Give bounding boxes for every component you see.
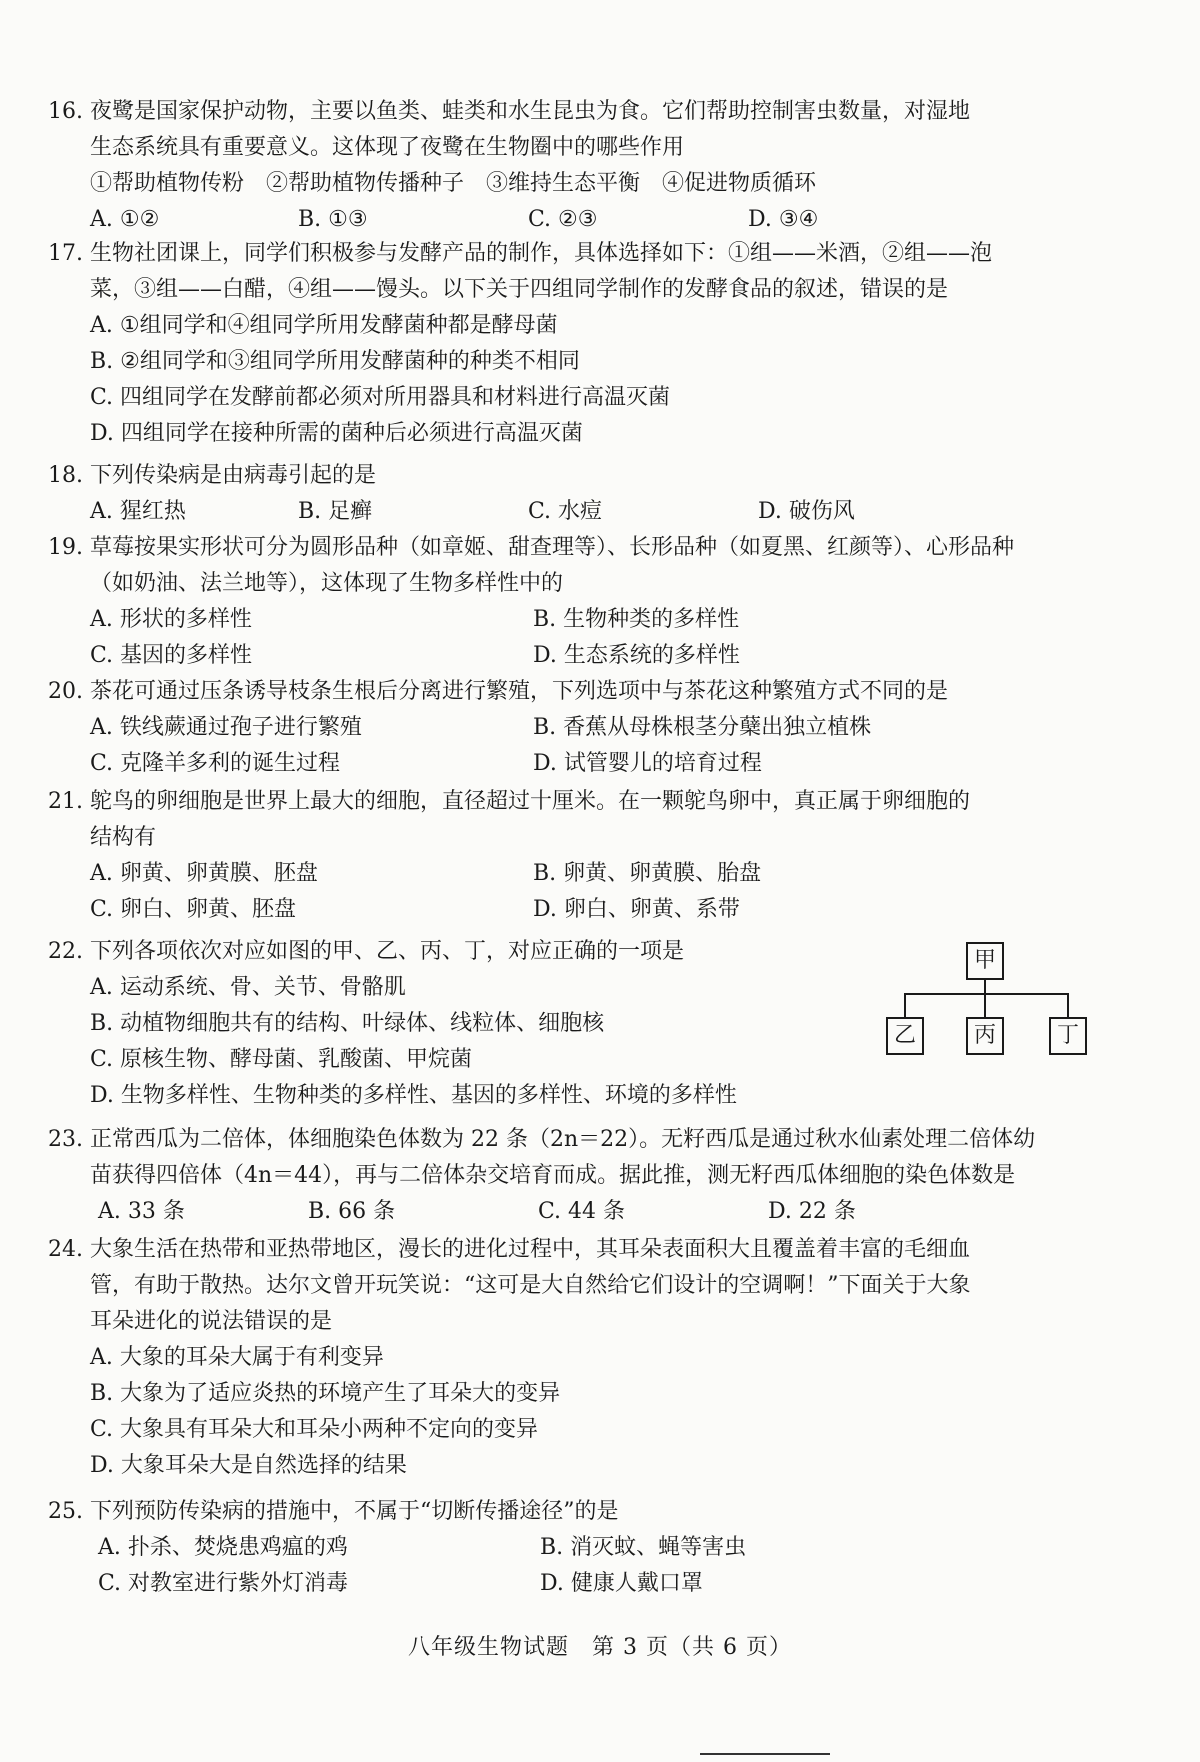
question-21	[48, 784, 1108, 928]
option-b[interactable]: B. ①③	[298, 207, 368, 232]
question-stem-line: ①帮助植物传粉 ②帮助植物传播种子 ③维持生态平衡 ④促进物质循环	[90, 171, 817, 196]
option-c[interactable]: C. ②③	[528, 207, 598, 232]
question-number: 19.	[48, 535, 83, 560]
diagram-box-child: 乙	[886, 1017, 924, 1055]
option-d[interactable]: D. ③④	[748, 207, 819, 232]
diagram-connector	[984, 980, 986, 994]
question-number: 20.	[48, 679, 83, 704]
option-c[interactable]: C. 基因的多样性	[90, 643, 253, 668]
option-b[interactable]: B. 生物种类的多样性	[533, 607, 740, 632]
options-row	[48, 1194, 1108, 1230]
question-stem: 19. 草莓按果实形状可分为圆形品种（如章姬、甜查理等）、长形品种（如夏黑、红颜等）、心形品种	[48, 530, 1108, 566]
options-row	[48, 1566, 1108, 1602]
question-22	[48, 934, 1108, 1114]
option-b[interactable]: B. 卵黄、卵黄膜、胎盘	[533, 861, 762, 886]
option-a[interactable]: A. 卵黄、卵黄膜、胚盘	[90, 861, 318, 886]
question-stem: 23. 正常西瓜为二倍体，体细胞染色体数为 22 条（2n＝22）。无籽西瓜是通过秋水仙素处理二倍体幼	[48, 1122, 1108, 1158]
options-row	[48, 638, 1108, 674]
question-stem: 22. 下列各项依次对应如图的甲、乙、丙、丁，对应正确的一项是	[48, 934, 1108, 970]
question-number: 22.	[48, 939, 83, 964]
question-stem: 24. 大象生活在热带和亚热带地区，漫长的进化过程中，其耳朵表面积大且覆盖着丰富的毛细血	[48, 1232, 1108, 1268]
option-a[interactable]: A. 大象的耳朵大属于有利变异	[90, 1345, 384, 1370]
diagram-box-top: 甲	[966, 942, 1004, 980]
question-stem-line: 管，有助于散热。达尔文曾开玩笑说：“这可是大自然给它们设计的空调啊！”下面关于大象	[90, 1273, 971, 1298]
option-a[interactable]: A. ①组同学和④组同学所用发酵菌种都是酵母菌	[90, 313, 558, 338]
options-row	[48, 1530, 1108, 1566]
options-row	[48, 710, 1108, 746]
option-c[interactable]: C. 卵白、卵黄、胚盘	[90, 897, 297, 922]
question-stem: 21. 鸵鸟的卵细胞是世界上最大的细胞，直径超过十厘米。在一颗鸵鸟卵中，真正属于卵细胞的	[48, 784, 1108, 820]
options-row	[48, 602, 1108, 638]
question-number: 25.	[48, 1499, 83, 1524]
option-c[interactable]: C. 原核生物、酵母菌、乳酸菌、甲烷菌	[90, 1047, 473, 1072]
question-stem-line: 菜，③组——白醋，④组——馒头。以下关于四组同学制作的发酵食品的叙述，错误的是	[90, 277, 949, 302]
option-d[interactable]: D. 破伤风	[758, 499, 855, 524]
options-row	[48, 494, 1108, 530]
option-a[interactable]: A. 扑杀、焚烧患鸡瘟的鸡	[98, 1535, 348, 1560]
diagram-box-child: 丙	[966, 1017, 1004, 1055]
question-number: 21.	[48, 789, 83, 814]
option-d[interactable]: D. 健康人戴口罩	[540, 1571, 703, 1596]
question-23	[48, 1122, 1108, 1230]
options-row	[48, 892, 1108, 928]
option-b[interactable]: B. 香蕉从母株根茎分蘖出独立植株	[533, 715, 872, 740]
page-footer: 八年级生物试题 第 3 页（共 6 页）	[408, 1635, 792, 1660]
option-b[interactable]: B. 动植物细胞共有的结构、叶绿体、线粒体、细胞核	[90, 1011, 605, 1036]
option-c[interactable]: C. 克隆羊多利的诞生过程	[90, 751, 341, 776]
question-stem: 18. 下列传染病是由病毒引起的是	[48, 458, 1108, 494]
option-c[interactable]: C. 44 条	[538, 1199, 626, 1224]
option-a[interactable]: A. 运动系统、骨、关节、骨骼肌	[90, 975, 406, 1000]
option-b[interactable]: B. ②组同学和③组同学所用发酵菌种的种类不相同	[90, 349, 580, 374]
diagram-connector	[904, 993, 1069, 995]
question-25	[48, 1494, 1108, 1602]
options-row	[48, 746, 1108, 782]
option-c[interactable]: C. 四组同学在发酵前都必须对所用器具和材料进行高温灭菌	[90, 385, 671, 410]
question-16	[48, 94, 1108, 238]
question-17	[48, 236, 1108, 452]
question-stem-line: 结构有	[90, 825, 157, 850]
option-c[interactable]: C. 对教室进行紫外灯消毒	[98, 1571, 349, 1596]
option-a[interactable]: A. 形状的多样性	[90, 607, 252, 632]
option-b[interactable]: B. 足癣	[298, 499, 373, 524]
question-number: 17.	[48, 241, 83, 266]
option-d[interactable]: D. 四组同学在接种所需的菌种后必须进行高温灭菌	[90, 421, 583, 446]
question-stem-line: （如奶油、法兰地等），这体现了生物多样性中的	[90, 571, 564, 596]
diagram-connector	[1067, 993, 1069, 1017]
option-a[interactable]: A. ①②	[90, 207, 160, 232]
question-stem-line: 苗获得四倍体（4n＝44），再与二倍体杂交培育而成。据此推，测无籽西瓜体细胞的染色体数是	[90, 1163, 1016, 1188]
question-number: 16.	[48, 99, 83, 124]
question-stem-line: 生态系统具有重要意义。这体现了夜鹭在生物圈中的哪些作用	[90, 135, 685, 160]
question-number: 23.	[48, 1127, 83, 1152]
option-a[interactable]: A. 猩红热	[90, 499, 186, 524]
question-stem: 16. 夜鹭是国家保护动物，主要以鱼类、蛙类和水生昆虫为食。它们帮助控制害虫数量，对湿地	[48, 94, 1108, 130]
diagram-connector	[984, 993, 986, 1017]
option-c[interactable]: C. 大象具有耳朵大和耳朵小两种不定向的变异	[90, 1417, 539, 1442]
option-d[interactable]: D. 大象耳朵大是自然选择的结果	[90, 1453, 407, 1478]
option-d[interactable]: D. 22 条	[768, 1199, 856, 1224]
question-19	[48, 530, 1108, 674]
options-row	[48, 202, 1108, 238]
option-d[interactable]: D. 试管婴儿的培育过程	[533, 751, 762, 776]
option-d[interactable]: D. 生物多样性、生物种类的多样性、基因的多样性、环境的多样性	[90, 1083, 737, 1108]
question-stem: 20. 茶花可通过压条诱导枝条生根后分离进行繁殖，下列选项中与茶花这种繁殖方式不同的是	[48, 674, 1108, 710]
question-stem: 17. 生物社团课上，同学们积极参与发酵产品的制作，具体选择如下：①组——米酒，②组——泡	[48, 236, 1108, 272]
question-18	[48, 458, 1108, 530]
question-number: 24.	[48, 1237, 83, 1262]
question-20	[48, 674, 1108, 782]
option-d[interactable]: D. 卵白、卵黄、系带	[533, 897, 740, 922]
option-a[interactable]: A. 33 条	[98, 1199, 185, 1224]
bottom-rule	[700, 1753, 830, 1755]
option-a[interactable]: A. 铁线蕨通过孢子进行繁殖	[90, 715, 362, 740]
diagram-connector	[904, 993, 906, 1017]
option-d[interactable]: D. 生态系统的多样性	[533, 643, 740, 668]
question-stem: 25. 下列预防传染病的措施中，不属于“切断传播途径”的是	[48, 1494, 1108, 1530]
question-stem-line: 耳朵进化的说法错误的是	[90, 1309, 333, 1334]
question-24	[48, 1232, 1108, 1484]
option-b[interactable]: B. 消灭蚊、蝇等害虫	[540, 1535, 747, 1560]
diagram-box-child: 丁	[1049, 1017, 1087, 1055]
option-c[interactable]: C. 水痘	[528, 499, 603, 524]
question-number: 18.	[48, 463, 83, 488]
option-b[interactable]: B. 大象为了适应炎热的环境产生了耳朵大的变异	[90, 1381, 561, 1406]
options-row	[48, 856, 1108, 892]
option-b[interactable]: B. 66 条	[308, 1199, 396, 1224]
